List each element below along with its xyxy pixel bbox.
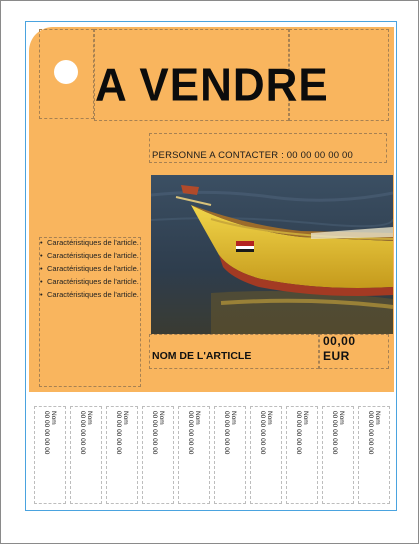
tab-phone: 00 00 00 00 00: [331, 411, 338, 455]
tab-name: Nom: [230, 411, 237, 425]
tab-phone: 00 00 00 00 00: [187, 411, 194, 455]
tear-off-tab[interactable]: [214, 406, 246, 504]
price-value: 00,00: [323, 334, 356, 348]
tab-phone: 00 00 00 00 00: [223, 411, 230, 455]
tab-name: Nom: [50, 411, 57, 425]
tear-off-tab[interactable]: [358, 406, 390, 504]
tab-name: Nom: [338, 411, 345, 425]
tab-phone: 00 00 00 00 00: [43, 411, 50, 455]
feature-item: • Caractéristiques de l'article.: [47, 251, 139, 261]
price-currency: EUR: [323, 349, 350, 363]
tear-off-tab[interactable]: [322, 406, 354, 504]
tab-phone: 00 00 00 00 00: [151, 411, 158, 455]
feature-item: • Caractéristiques de l'article.: [47, 264, 139, 274]
tear-off-tab[interactable]: [286, 406, 318, 504]
tab-phone: 00 00 00 00 00: [79, 411, 86, 455]
price[interactable]: [323, 334, 356, 364]
item-name[interactable]: NOM DE L'ARTICLE: [152, 350, 252, 362]
features-list[interactable]: [39, 238, 139, 303]
tab-phone: 00 00 00 00 00: [295, 411, 302, 455]
tear-off-tab[interactable]: [178, 406, 210, 504]
tab-name: Nom: [302, 411, 309, 425]
tab-phone: 00 00 00 00 00: [259, 411, 266, 455]
tab-phone: 00 00 00 00 00: [115, 411, 122, 455]
tab-phone: 00 00 00 00 00: [367, 411, 374, 455]
tear-off-tab[interactable]: [142, 406, 174, 504]
feature-item: • Caractéristiques de l'article.: [47, 277, 139, 287]
tear-off-tab[interactable]: [106, 406, 138, 504]
tab-name: Nom: [122, 411, 129, 425]
tab-name: Nom: [158, 411, 165, 425]
page-title[interactable]: A VENDRE: [95, 59, 329, 112]
tear-off-tab[interactable]: [70, 406, 102, 504]
feature-item: • Caractéristiques de l'article.: [47, 290, 139, 300]
tear-off-tab[interactable]: [34, 406, 66, 504]
frame-top-left: [39, 29, 94, 119]
contact-line[interactable]: PERSONNE A CONTACTER : 00 00 00 00 00: [152, 150, 353, 161]
tab-name: Nom: [374, 411, 381, 425]
tab-name: Nom: [194, 411, 201, 425]
boat-photo[interactable]: [151, 175, 393, 334]
tear-off-tabs: [34, 406, 394, 504]
tab-name: Nom: [266, 411, 273, 425]
feature-item: • Caractéristiques de l'article.: [47, 238, 139, 248]
tear-off-tab[interactable]: [250, 406, 282, 504]
boat-photo-icon: [151, 175, 393, 334]
tab-name: Nom: [86, 411, 93, 425]
